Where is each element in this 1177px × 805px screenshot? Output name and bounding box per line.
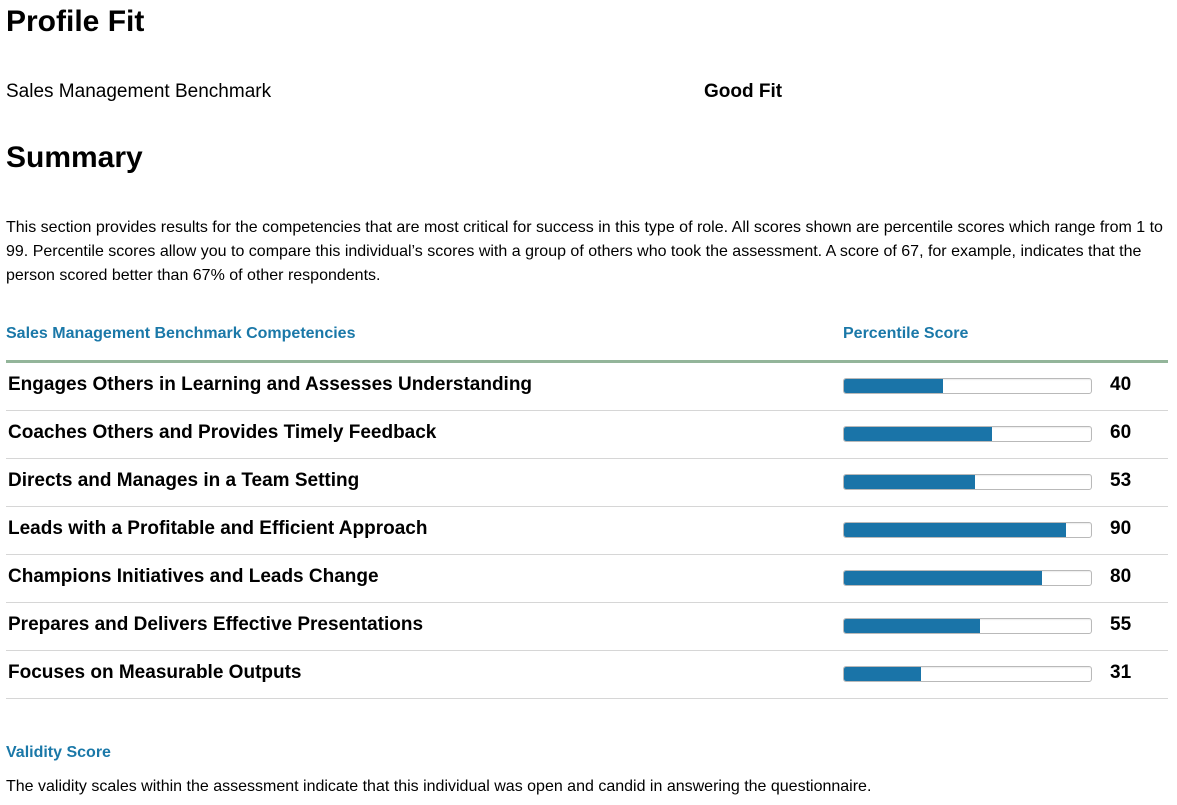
score-value: 90 <box>1110 518 1132 539</box>
table-row <box>6 603 1168 651</box>
score-value: 80 <box>1110 566 1132 587</box>
score-bar-fill <box>844 475 975 489</box>
table-row <box>6 555 1168 603</box>
summary-heading: Summary <box>6 141 143 174</box>
score-bar <box>843 522 1092 538</box>
fit-result: Good Fit <box>704 81 783 102</box>
score-bar-fill <box>844 523 1066 537</box>
score-bar-fill <box>844 571 1042 585</box>
table-row <box>6 363 1168 411</box>
score-value: 31 <box>1110 662 1132 683</box>
score-bar <box>843 378 1092 394</box>
score-bar-fill <box>844 427 992 441</box>
score-bar <box>843 666 1092 682</box>
score-bar-fill <box>844 379 943 393</box>
score-value: 53 <box>1110 470 1132 491</box>
competency-label: Directs and Manages in a Team Setting <box>8 470 360 491</box>
table-row <box>6 507 1168 555</box>
competency-label: Coaches Others and Provides Timely Feedback <box>8 422 437 443</box>
page-title: Profile Fit <box>6 5 145 38</box>
summary-description: This section provides results for the competencies that are most critical for success in this type of role. All scores shown are percentile scores which range from 1 to 99. Percentile scores allow you to compare this individual’s scores with a group of others who took the assessment. A score of 67, for example, indicates that the person scored better than 67% of other respondents. <box>6 219 1163 284</box>
competency-column-header: Sales Management Benchmark Competencies <box>6 325 356 342</box>
score-value: 55 <box>1110 614 1132 635</box>
table-row <box>6 459 1168 507</box>
score-bar-fill <box>844 619 980 633</box>
competency-label: Prepares and Delivers Effective Presentations <box>8 614 424 635</box>
competency-table <box>6 363 1168 699</box>
competency-label: Focuses on Measurable Outputs <box>8 662 302 683</box>
competency-label: Leads with a Profitable and Efficient Approach <box>8 518 428 539</box>
competency-label: Champions Initiatives and Leads Change <box>8 566 379 587</box>
competency-label: Engages Others in Learning and Assesses Understanding <box>8 374 533 395</box>
score-bar <box>843 618 1092 634</box>
table-row <box>6 651 1168 699</box>
benchmark-name: Sales Management Benchmark <box>6 81 272 102</box>
score-bar-fill <box>844 667 921 681</box>
validity-heading: Validity Score <box>6 744 111 761</box>
score-bar <box>843 570 1092 586</box>
score-bar <box>843 474 1092 490</box>
table-row <box>6 411 1168 459</box>
score-column-header: Percentile Score <box>843 325 969 342</box>
score-value: 40 <box>1110 374 1132 395</box>
score-bar <box>843 426 1092 442</box>
score-value: 60 <box>1110 422 1132 443</box>
validity-description: The validity scales within the assessment indicate that this individual was open and candid in answering the questionnaire. <box>6 778 872 795</box>
